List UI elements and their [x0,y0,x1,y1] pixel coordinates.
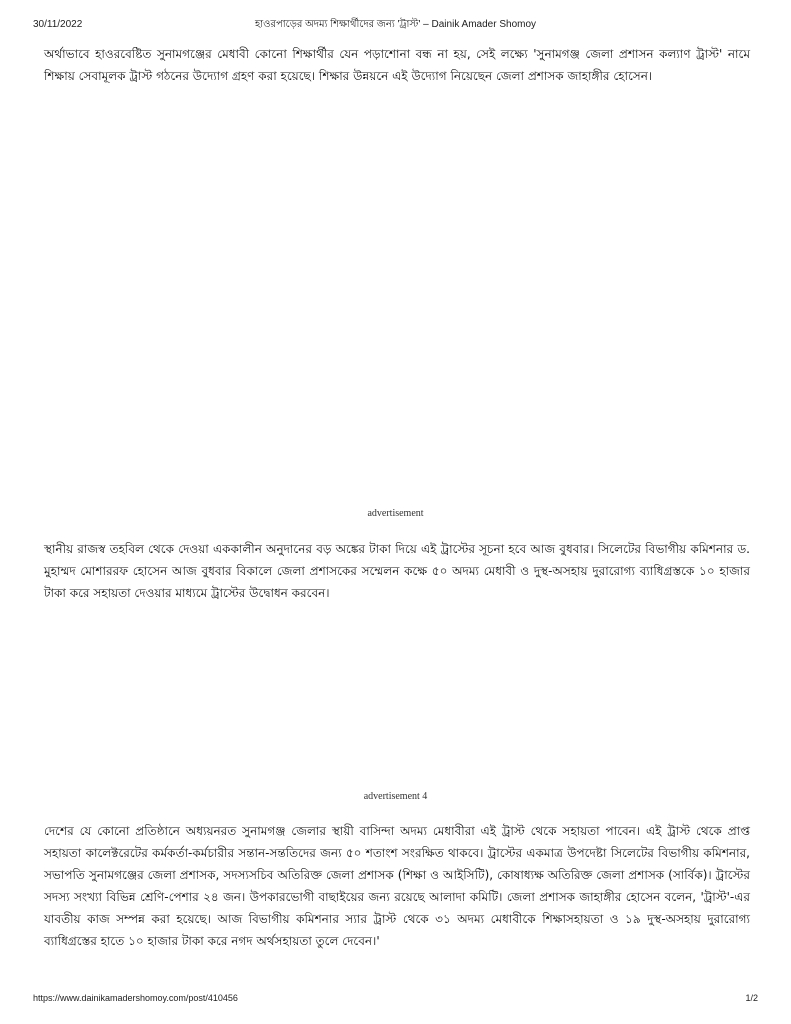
footer-url: https://www.dainikamadershomoy.com/post/410456 [33,993,238,1003]
print-date: 30/11/2022 [33,19,83,30]
advertisement-label-1: advertisement [367,508,424,519]
page-number: 1/2 [745,993,758,1003]
page-title: হাওরপাড়ের অদম্য শিক্ষার্থীদের জন্য 'ট্রাস্ট' – Dainik Amader Shomoy [254,19,537,30]
article-paragraph-1: অর্থাভাবে হাওরবেষ্টিত সুনামগঞ্জের মেধাবী কোনো শিক্ষার্থীর যেন পড়াশোনা বন্ধ না হয়, সেই লক্ষ্যে 'সুনামগঞ্জ জেলা প্রশাসন কল্যাণ ট্রাস্ট' নামে শিক্ষায় সেবামূলক ট্রাস্ট গঠনের উদ্যোগ গ্রহণ করা হয়েছে। শিক্ষার উন্নয়নে এই উদ্যোগ নিয়েছেন জেলা প্রশাসক জাহাঙ্গীর হোসেন। [44,47,750,83]
advertisement-label-2: advertisement 4 [363,791,428,802]
article-paragraph-2: স্থানীয় রাজস্ব তহবিল থেকে দেওয়া এককালীন অনুদানের বড় অঙ্কের টাকা দিয়ে এই ট্রাস্টের সূচনা হবে আজ বুধবার। সিলেটের বিভাগীয় কমিশনার ড. মুহাম্মদ মোশাররফ হোসেন আজ বুধবার বিকালে জেলা প্রশাসকের সম্মেলন কক্ষে ৫০ অদম্য মেধাবী ও দুস্থ-অসহায় দুরারোগ্য ব্যাধিগ্রস্তকে ১০ হাজার টাকা করে সহায়তা দেওয়ার মাধ্যমে ট্রাস্টের উদ্বোধন করবেন। [44,542,750,600]
article-paragraph-3: দেশের যে কোনো প্রতিষ্ঠানে অধ্যয়নরত সুনামগঞ্জ জেলার স্থায়ী বাসিন্দা অদম্য মেধাবীরা এই ট্রাস্ট থেকে সহায়তা পাবেন। এই ট্রাস্ট থেকে প্রাপ্ত সহায়তা কালেক্টরেটের কর্মকর্তা-কর্মচারীর সন্তান-সন্ততিদের জন্য ৫০ শতাংশ সংরক্ষিত থাকবে। ট্রাস্টের একমাত্র উপদেষ্টা সিলেটের বিভাগীয় কমিশনার, সভাপতি সুনামগঞ্জের জেলা প্রশাসক, সদস্যসচিব অতিরিক্ত জেলা প্রশাসক (শিক্ষা ও আইসিটি), কোষাধ্যক্ষ অতিরিক্ত জেলা প্রশাসক (সার্বিক)। ট্রাস্টের সদস্য সংখ্যা বিভিন্ন শ্রেণি-পেশার ২৪ জন। উপকারভোগী বাছাইয়ের জন্য রয়েছে আলাদা কমিটি। জেলা প্রশাসক জাহাঙ্গীর হোসেন বলেন, 'ট্রাস্ট'-এর যাবতীয় কাজ সম্পন্ন করা হয়েছে। আজ বিভাগীয় কমিশনার স্যার ট্রাস্ট থেকে ৩১ অদম্য মেধাবীকে শিক্ষাসহায়তা ও ১৯ দুস্থ-অসহায় দুরারোগ্য ব্যাধিগ্রস্তের হাতে ১০ হাজার টাকা করে নগদ অর্থসহায়তা তুলে দেবেন।' [44,824,750,948]
